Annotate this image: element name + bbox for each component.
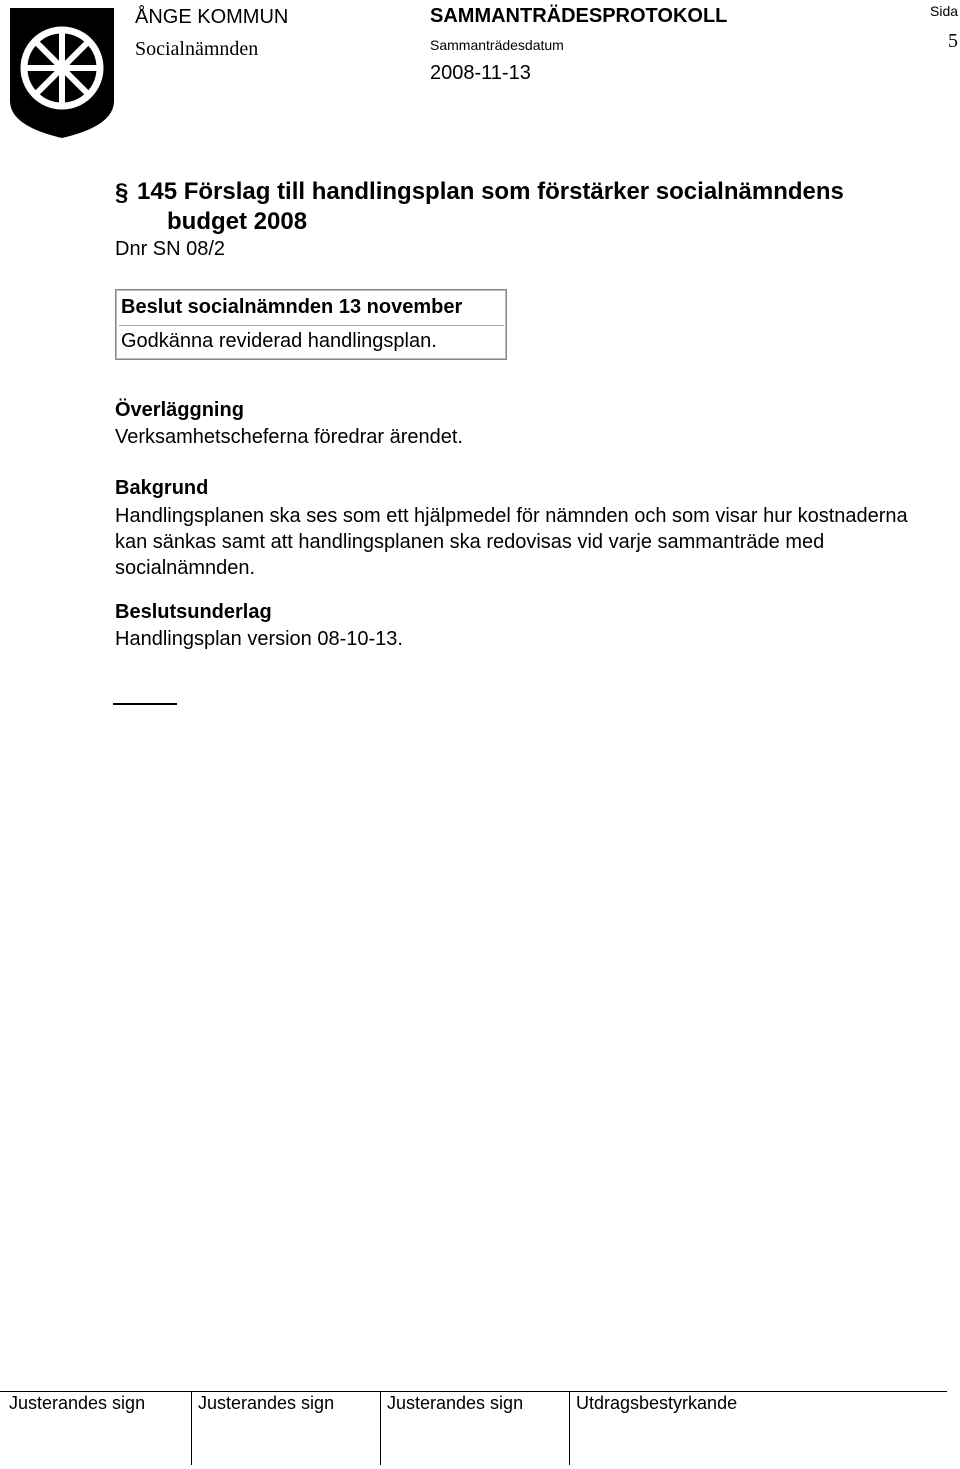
footer-separator [569,1391,570,1465]
decision-text: Godkänna reviderad handlingsplan. [121,330,437,352]
page-label: Sida [930,3,959,19]
document-type: SAMMANTRÄDESPROTOKOLL [430,5,728,27]
footer-separator [191,1391,192,1465]
basis-heading: Beslutsunderlag [115,601,272,623]
case-number: Dnr SN 08/2 [115,238,226,260]
background-text: Handlingsplanen ska ses som ett hjälpmedel för nämnden och som visar hur kostnaderna kan sänkas samt att handlingsplanen ska redovisas vid varje sammanträde med socialnämnden. [115,505,908,579]
deliberation-heading: Överläggning [115,399,244,421]
background-heading: Bakgrund [115,477,209,499]
footer-extract-cell: Utdragsbestyrkande [576,1393,738,1413]
page-number: 5 [948,30,958,52]
section-heading [137,177,937,237]
footer-rule [0,1391,947,1392]
section-heading-line1: 145 Förslag till handlingsplan som förstärker socialnämndens [137,178,844,205]
footer-sign-cell-2: Justerandes sign [198,1393,335,1413]
organization-name: ÅNGE KOMMUN [135,6,289,28]
footer-sign-cell-1: Justerandes sign [9,1393,146,1413]
footer-separator [380,1391,381,1465]
basis-text: Handlingsplan version 08-10-13. [115,628,403,650]
decision-title: Beslut socialnämnden 13 november [121,296,463,318]
decision-divider [119,325,504,326]
department-name: Socialnämnden [135,38,259,60]
deliberation-text: Verksamhetscheferna föredrar ärendet. [115,426,463,448]
meeting-date: 2008-11-13 [430,62,531,84]
paragraph-symbol: § [115,179,129,206]
footer-sign-cell-3: Justerandes sign [387,1393,524,1413]
end-divider [113,703,177,705]
meeting-date-label: Sammanträdesdatum [430,37,564,53]
section-heading-line2: budget 2008 [167,208,308,235]
coat-of-arms-logo [6,6,118,140]
